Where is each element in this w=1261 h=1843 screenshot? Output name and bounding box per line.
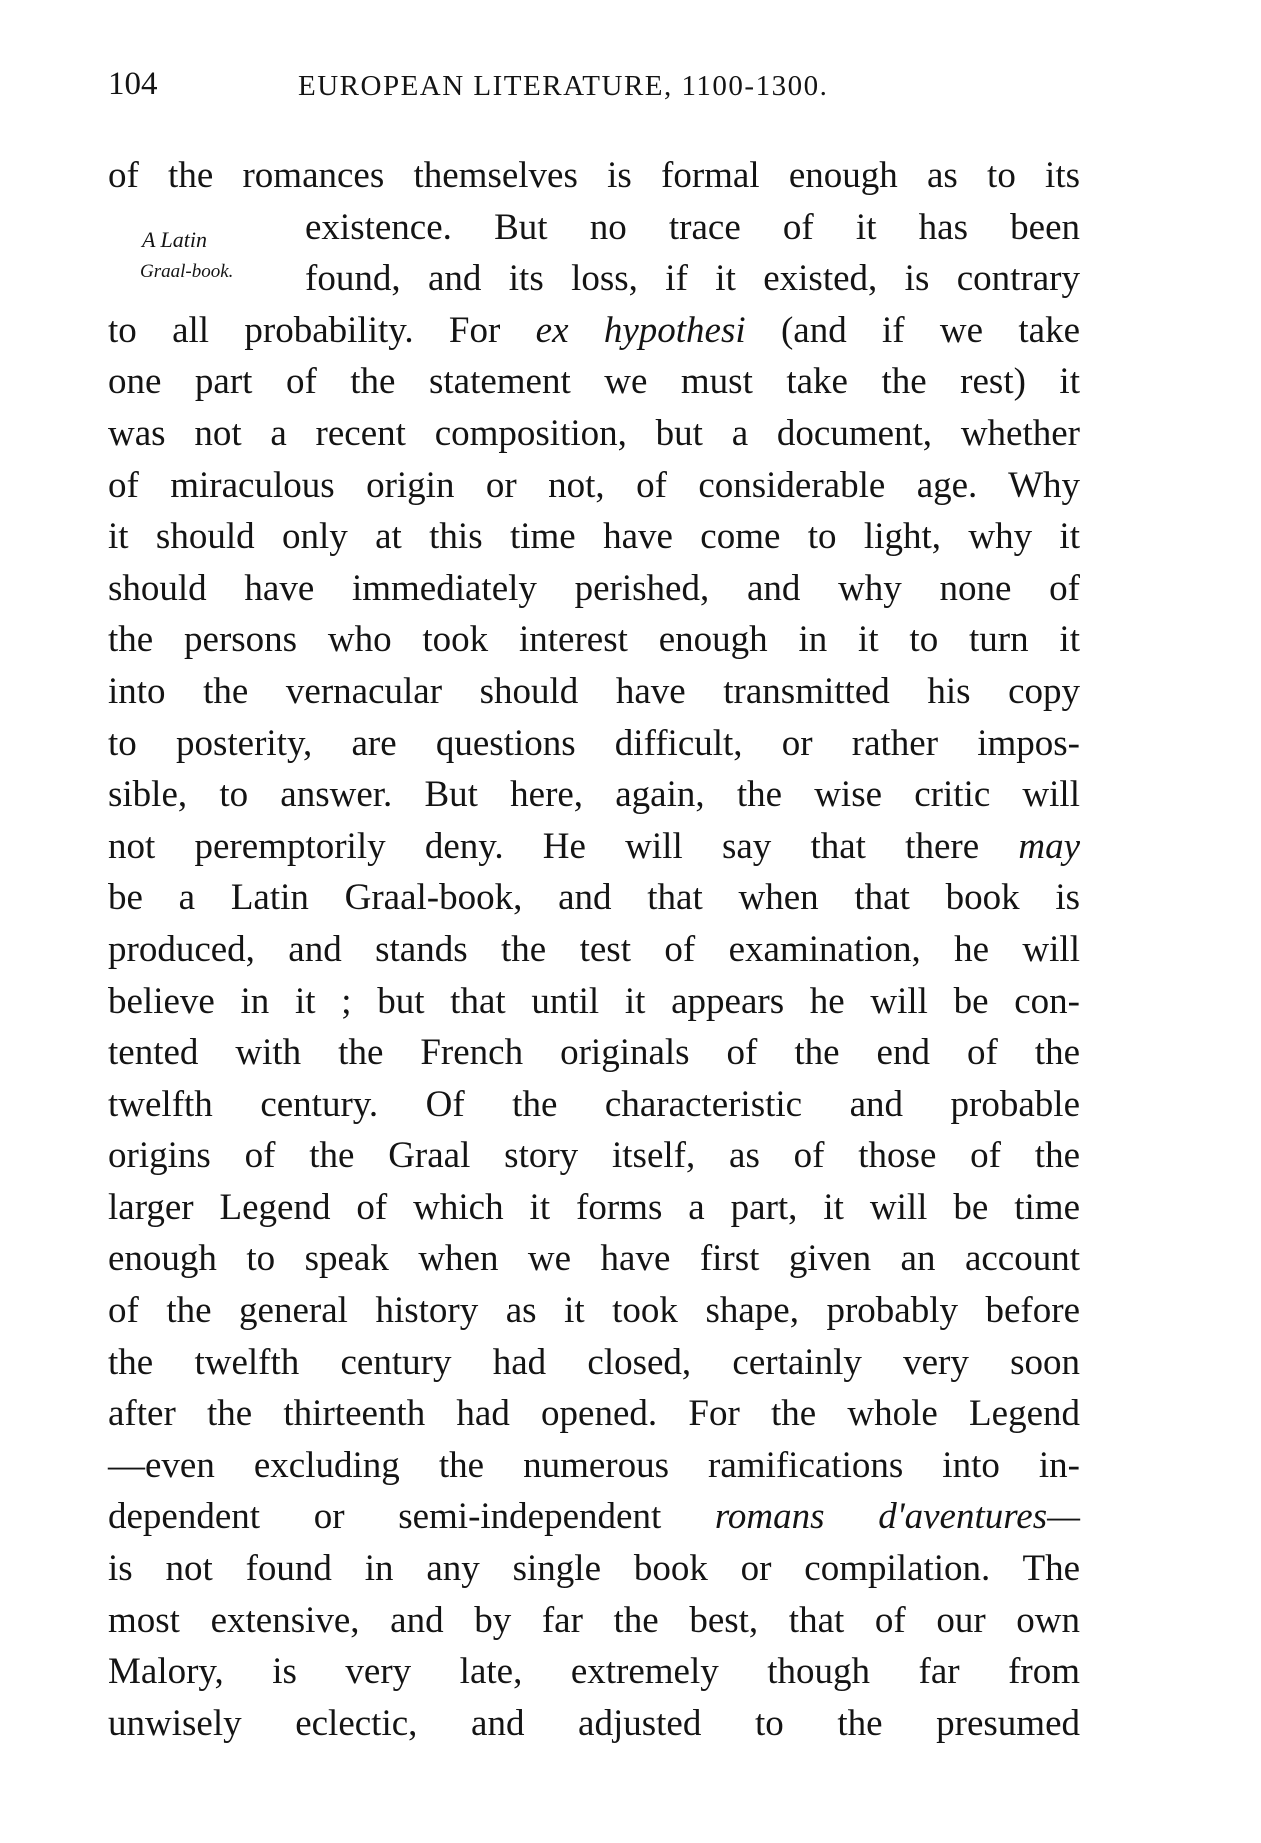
- text-segment: not peremptorily deny. He will say that there: [108, 825, 980, 867]
- text-line: the persons who took interest enough in it to turn it: [108, 619, 1080, 661]
- text-line: tented with the French originals of the end of the: [108, 1032, 1080, 1074]
- text-line: origins of the Graal story itself, as of those of the: [108, 1135, 1080, 1177]
- text-line: of the romances themselves is formal enough as to its: [108, 155, 1080, 196]
- text-line: enough to speak when we have first given an account: [108, 1238, 1080, 1280]
- text-segment: to all probability. For: [108, 309, 501, 351]
- text-line: the twelfth century had closed, certainly very soon: [108, 1341, 1080, 1383]
- text-line: to posterity, are questions difficult, or rather impos-: [108, 722, 1080, 764]
- page-header: [108, 66, 1078, 116]
- text-line: of miraculous origin or not, of considerable age. Why: [108, 464, 1080, 506]
- margin-note-line-1: A Latin: [142, 227, 208, 252]
- text-line: into the vernacular should have transmitted his copy: [108, 670, 1080, 712]
- text-line: produced, and stands the test of examination, he will: [108, 928, 1080, 970]
- text-line: existence. But no trace of it has been: [305, 206, 1080, 248]
- text-line: twelfth century. Of the characteristic and probable: [108, 1083, 1080, 1125]
- text-line: after the thirteenth had opened. For the whole Legend: [108, 1393, 1080, 1435]
- text-line: one part of the statement we must take the rest) it: [108, 361, 1080, 403]
- text-line: —even excluding the numerous ramifications into in-: [108, 1444, 1080, 1486]
- body-text: [108, 150, 1080, 1749]
- running-title: EUROPEAN LITERATURE, 1100-1300.: [298, 70, 829, 102]
- italic-phrase: ex hypothesi: [535, 309, 746, 351]
- text-line: [108, 305, 1080, 357]
- text-line: it should only at this time have come to light, why it: [108, 516, 1080, 558]
- margin-note-line-2: Graal-book.: [140, 261, 234, 282]
- text-line: be a Latin Graal-book, and that when that book is: [108, 877, 1080, 919]
- text-line: should have immediately perished, and why none of: [108, 567, 1080, 609]
- text-line: is not found in any single book or compilation. The: [108, 1548, 1080, 1590]
- text-segment: dependent or semi-independent: [108, 1496, 662, 1538]
- italic-phrase: romans d'aventures—: [714, 1496, 1080, 1538]
- text-line: larger Legend of which it forms a part, it will be time: [108, 1186, 1080, 1228]
- text-line: most extensive, and by far the best, that of our own: [108, 1599, 1080, 1641]
- text-line: [108, 821, 1080, 873]
- text-line: Malory, is very late, extremely though far from: [108, 1651, 1080, 1693]
- text-line: was not a recent composition, but a document, whether: [108, 412, 1080, 454]
- page-number: 104: [108, 66, 158, 102]
- italic-word: may: [1018, 825, 1080, 867]
- text-line: unwisely eclectic, and adjusted to the presumed: [108, 1702, 1080, 1744]
- text-line: sible, to answer. But here, again, the wise critic will: [108, 774, 1080, 816]
- text-line: believe in it ; but that until it appears he will be con-: [108, 980, 1080, 1022]
- text-line: of the general history as it took shape, probably before: [108, 1290, 1080, 1332]
- text-segment: (and if we take: [780, 309, 1081, 351]
- text-line: found, and its loss, if it existed, is contrary: [305, 258, 1080, 300]
- text-line: [108, 1491, 1080, 1543]
